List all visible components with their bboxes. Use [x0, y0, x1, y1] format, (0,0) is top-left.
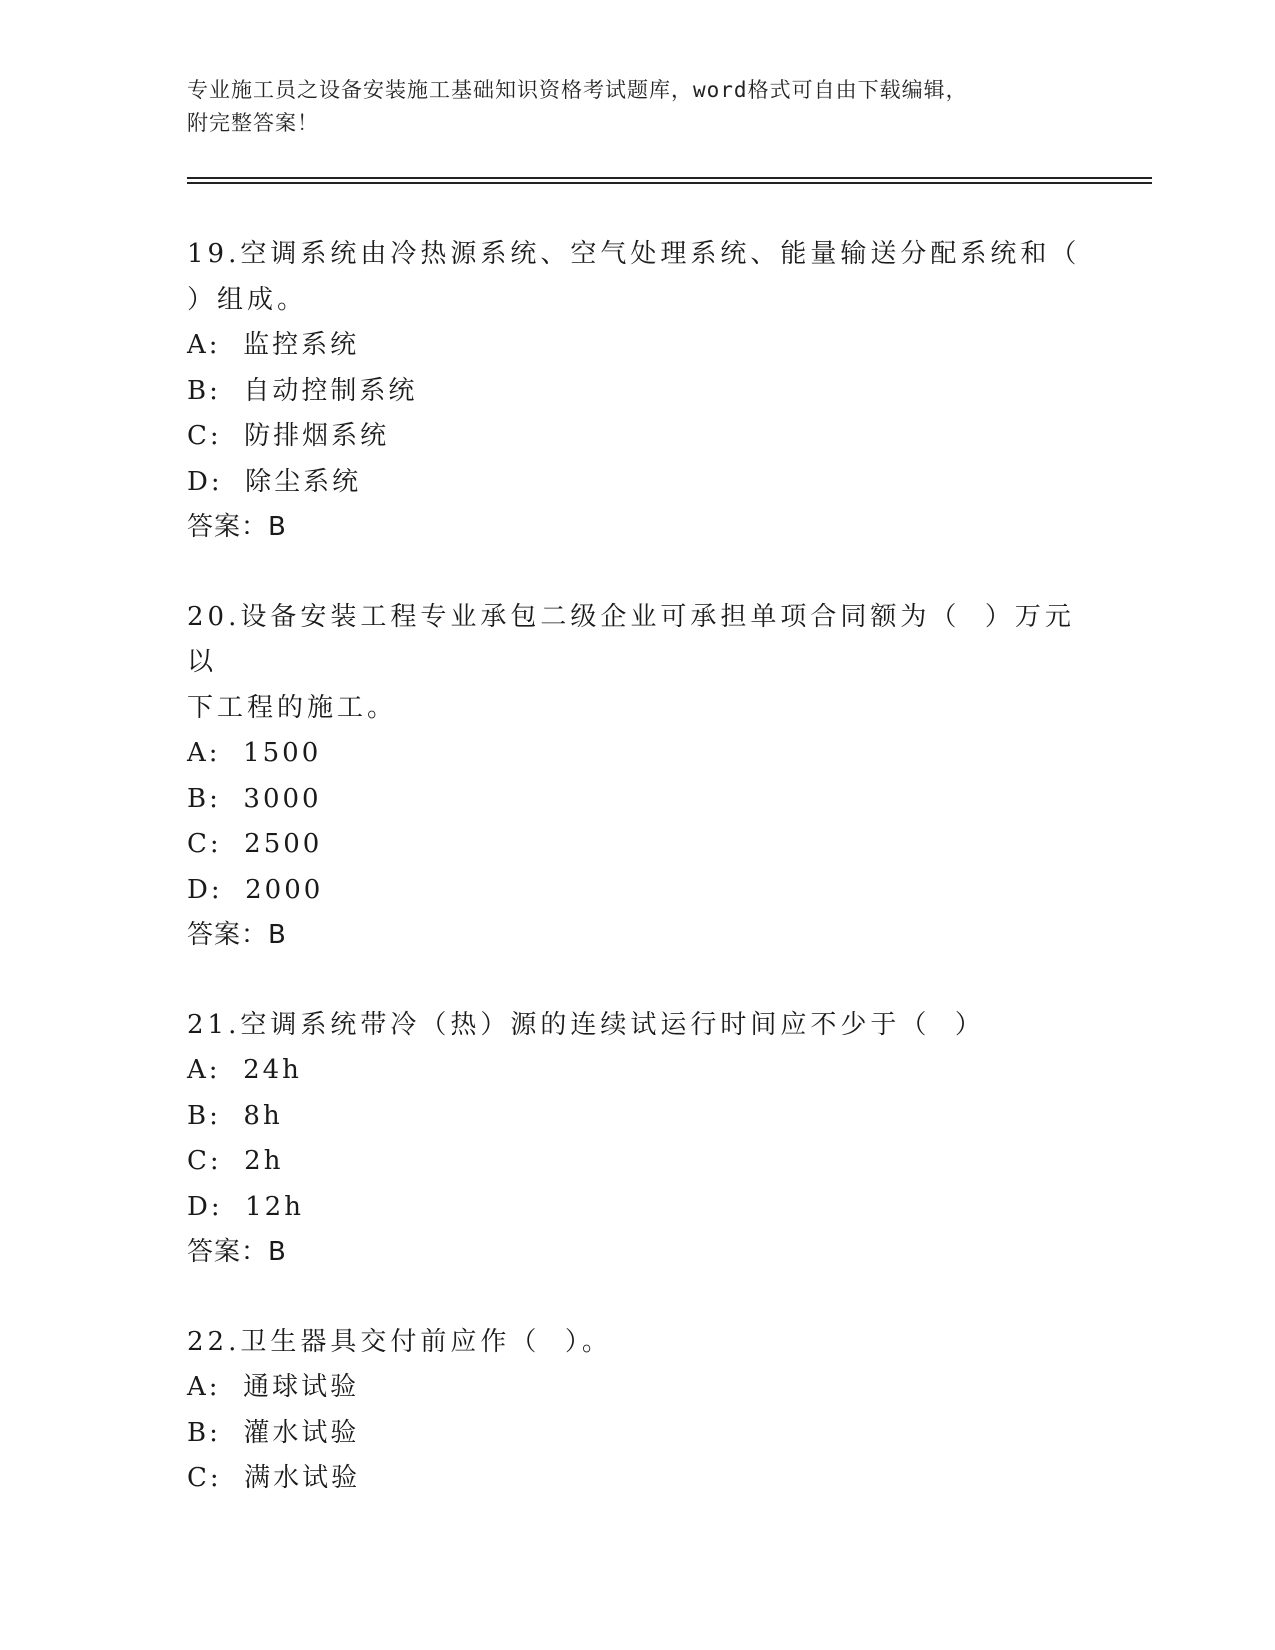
question-block — [187, 1003, 1087, 1276]
header-line-1: 专业施工员之设备安装施工基础知识资格考试题库，word格式可自由下载编辑， — [187, 78, 968, 102]
answer-option: D: 2000 — [187, 874, 324, 905]
header-line-2: 附完整答案！ — [187, 111, 319, 135]
answer-option: A: 通球试验 — [187, 1372, 360, 1402]
correct-answer: 答案：B — [187, 512, 287, 542]
question-text: 22.卫生器具交付前应作（ ）。 — [187, 1326, 612, 1357]
question-block — [187, 595, 1087, 959]
question-text: 21.空调系统带冷（热）源的连续试运行时间应不少于（ ） — [187, 1009, 985, 1040]
question-text: 20.设备安装工程专业承包二级企业可承担单项合同额为（ ）万元以 — [187, 601, 1075, 677]
answer-option: C: 2h — [187, 1146, 284, 1176]
header-divider-top — [187, 177, 1152, 179]
answer-option: D: 12h — [187, 1191, 304, 1222]
question-text: 下工程的施工。 — [187, 692, 398, 723]
correct-answer: 答案：B — [187, 1237, 287, 1267]
answer-option: B: 8h — [187, 1100, 283, 1131]
answer-option: B: 3000 — [187, 783, 322, 814]
document-header — [187, 74, 1067, 140]
answer-option: B: 自动控制系统 — [187, 375, 418, 406]
answer-option: A: 1500 — [187, 738, 322, 768]
correct-answer: 答案：B — [187, 920, 287, 950]
answer-option: C: 满水试验 — [187, 1463, 361, 1493]
answer-option: A: 监控系统 — [187, 330, 360, 360]
answer-option: A: 24h — [187, 1055, 302, 1085]
answer-option: B: 灌水试验 — [187, 1417, 360, 1448]
question-text: 19.空调系统由冷热源系统、空气处理系统、能量输送分配系统和（ — [187, 239, 1081, 269]
header-divider-bottom — [187, 182, 1152, 184]
question-block — [187, 1320, 1087, 1502]
question-list — [187, 232, 1087, 1546]
answer-option: C: 防排烟系统 — [187, 421, 390, 451]
question-text: ）组成。 — [187, 284, 308, 315]
answer-option: C: 2500 — [187, 829, 323, 859]
answer-option: D: 除尘系统 — [187, 466, 362, 497]
question-block — [187, 232, 1087, 551]
